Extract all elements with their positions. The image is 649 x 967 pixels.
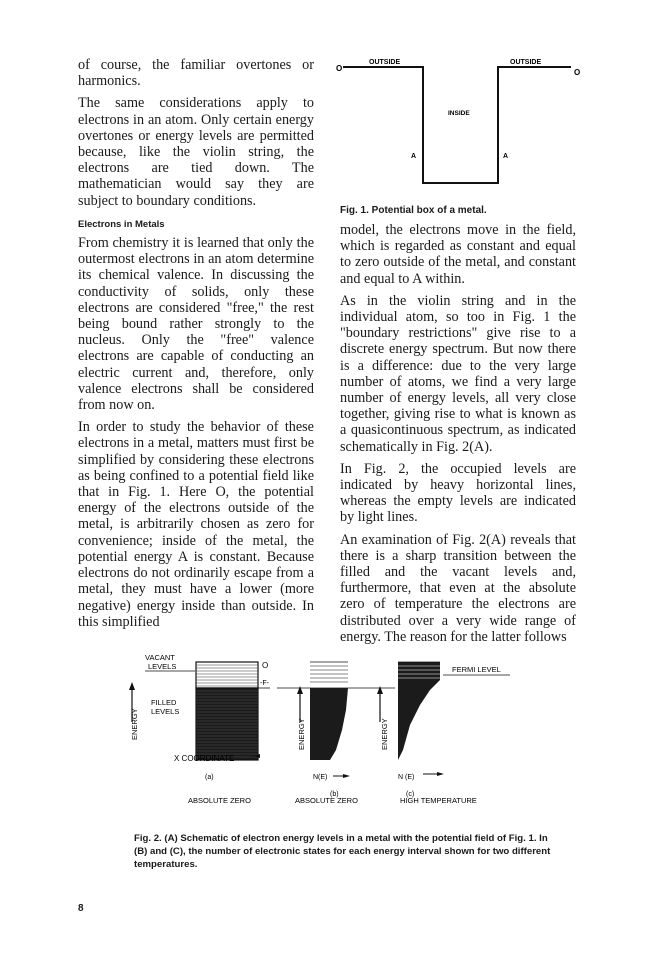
- panel-b-caption: ABSOLUTE ZERO: [295, 796, 358, 805]
- paragraph: An examination of Fig. 2(A) reveals that there is a sharp transition between the filled and the vacant levels and, furthermore, that even at the absolute zero of temperature the electrons are distributed over a very wide range of energy. The reason for the latter follows: [340, 531, 576, 645]
- n-e-label-b: N(E): [313, 774, 328, 781]
- panel-a: [129, 653, 270, 805]
- a-left-label: A: [411, 153, 417, 160]
- energy-axis-label-c: ENERGY: [380, 718, 389, 750]
- right-column: [340, 222, 576, 651]
- paragraph: of course, the familiar overtones or harmonics.: [78, 57, 314, 90]
- figure-2-caption: Fig. 2. (A) Schematic of electron energy levels in a metal with the potential field of Fig. 1. In (B) and (C), the number of electronic states for each energy interval shown for two different temperatures.: [134, 833, 551, 870]
- panel-c-caption: HIGH TEMPERATURE: [400, 796, 477, 805]
- o-left-label: O: [336, 64, 343, 73]
- panel-a-caption: ABSOLUTE ZERO: [188, 796, 251, 805]
- paragraph: As in the violin string and in the individual atom, so too in Fig. 1 the "boundary restrictions" give rise to a discrete energy spectrum. But now there is a difference: due to the very large number of atoms, we find a very large number of energy levels, all very close together, giving rise to what is known as a quasicontinuous spectrum, as indicated schematically in Fig. 2(A).: [340, 292, 576, 455]
- figure-2: [110, 650, 550, 805]
- vacant-levels-label-2: LEVELS: [148, 662, 177, 671]
- energy-axis-label: ENERGY: [130, 708, 139, 740]
- paragraph: In Fig. 2, the occupied levels are indicated by heavy horizontal lines, whereas the empty levels are indicated by light lines.: [340, 460, 576, 526]
- filled-levels-label-2: LEVELS: [151, 707, 180, 716]
- f-label: -F-: [260, 680, 269, 687]
- inside-label: INSIDE: [448, 110, 470, 117]
- panel-c: [377, 662, 510, 805]
- energy-axis-label-b: ENERGY: [297, 718, 306, 750]
- filled-levels-label: FILLED: [151, 698, 177, 707]
- outside-left-label: OUTSIDE: [369, 59, 401, 66]
- o-right-label: O: [574, 68, 581, 77]
- paragraph: In order to study the behavior of these electrons in a metal, matters must first be simplified by considering these electrons as being confined to a potential field like that in Fig. 1. Here O, the potential energy of the electrons outside of the metal, is arbitrarily chosen as zero for convenience; inside of the metal, the potential energy A is constant. Because electrons do not ordinarily escape from a metal, they must have a lower (more negative) energy inside than outside. In this simplified: [78, 419, 314, 630]
- paragraph: From chemistry it is learned that only the outermost electrons in an atom determine its chemical valence. In discussing the conductivity of solids, only these electrons are considered "free," the rest being bound rather strongly to the nucleus. Only the "free" valence electrons are capable of conducting an electric current and, therefore, only valence electrons shall be considered from now on.: [78, 235, 314, 414]
- page-number: 8: [78, 903, 84, 914]
- figure-1: [333, 55, 583, 190]
- outside-right-label: OUTSIDE: [510, 59, 542, 66]
- paragraph: model, the electrons move in the field, which is regarded as constant and equal to zero outside of the metal, and constant and equal to A within.: [340, 222, 576, 287]
- x-coordinate-label: X COORDINATE: [174, 754, 235, 763]
- section-heading: Electrons in Metals: [78, 218, 165, 230]
- o-label: O: [262, 661, 269, 670]
- vacant-levels-label: VACANT: [145, 653, 175, 662]
- left-column: [78, 57, 314, 636]
- panel-b-label: (b): [330, 791, 339, 798]
- paragraph: The same considerations apply to electrons in an atom. Only certain energy overtones or energy levels are permitted because, like the violin string, the electrons are tied down. The mathematician would say they are subject to boundary conditions.: [78, 95, 314, 209]
- n-e-label-c: N (E): [398, 774, 415, 781]
- figure-1-caption: Fig. 1. Potential box of a metal.: [340, 205, 487, 216]
- fermi-level-label: FERMI LEVEL: [452, 665, 501, 674]
- panel-c-label: (c): [406, 791, 415, 798]
- panel-b: [277, 662, 395, 805]
- panel-a-label: (a): [205, 774, 214, 781]
- a-right-label: A: [503, 153, 509, 160]
